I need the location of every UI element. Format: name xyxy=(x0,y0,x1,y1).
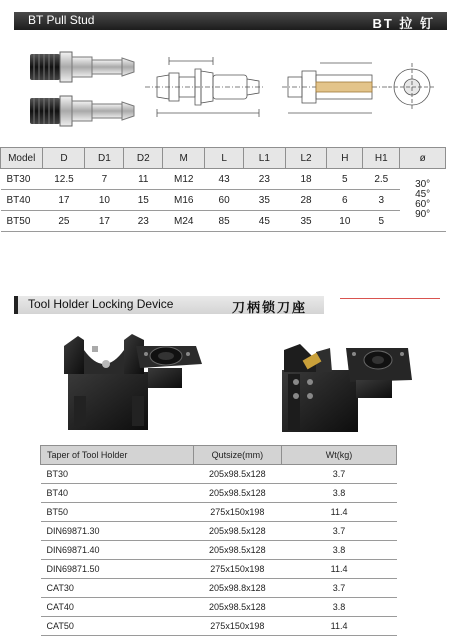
angle-value: 60° xyxy=(415,199,431,210)
cell: 3.7 xyxy=(282,579,397,598)
cell: 3.8 xyxy=(282,484,397,503)
col-header: H xyxy=(327,148,363,169)
cell: BT50 xyxy=(41,503,194,522)
cell: 10 xyxy=(327,211,363,232)
accent-line xyxy=(340,298,440,299)
cell: BT50 xyxy=(1,211,43,232)
cell: DIN69871.30 xyxy=(41,522,194,541)
section-title-cn: BT 拉 钉 xyxy=(372,16,435,31)
cell: 11.4 xyxy=(282,617,397,636)
spec-header-row xyxy=(1,148,446,169)
cell: DIN69871.50 xyxy=(41,560,194,579)
cell: 5 xyxy=(327,169,363,190)
angle-cell xyxy=(400,169,446,232)
locking-device-table xyxy=(40,445,397,636)
cell: 35 xyxy=(244,190,286,211)
cell: 5 xyxy=(363,211,400,232)
locking-device-photo-angled xyxy=(270,330,418,432)
cell: 17 xyxy=(43,190,85,211)
cell: CAT40 xyxy=(41,598,194,617)
cell: DIN69871.40 xyxy=(41,541,194,560)
col-header: D2 xyxy=(124,148,163,169)
cell: 205x98.5x128 xyxy=(193,541,281,560)
cell: 2.5 xyxy=(363,169,400,190)
table-row xyxy=(41,503,397,522)
cell: 205x98.5x128 xyxy=(193,465,281,484)
cell: M16 xyxy=(163,190,205,211)
cell: BT30 xyxy=(41,465,194,484)
cell: 205x98.5x128 xyxy=(193,484,281,503)
cell: 3.7 xyxy=(282,522,397,541)
header-accent-bar xyxy=(14,296,18,314)
cell: 17 xyxy=(85,211,124,232)
col-header: H1 xyxy=(363,148,400,169)
col-header: Taper of Tool Holder xyxy=(41,446,194,465)
cell: BT30 xyxy=(1,169,43,190)
pull-stud-section-drawing xyxy=(280,55,440,123)
cell: 3 xyxy=(363,190,400,211)
cell: 25 xyxy=(43,211,85,232)
cell: 11.4 xyxy=(282,503,397,522)
table-row xyxy=(41,484,397,503)
cell: 11 xyxy=(124,169,163,190)
cell: 205x98.8x128 xyxy=(193,579,281,598)
table-row xyxy=(41,579,397,598)
cell: CAT30 xyxy=(41,579,194,598)
cell: M12 xyxy=(163,169,205,190)
table-row xyxy=(41,617,397,636)
cell: 45 xyxy=(244,211,286,232)
cell: 15 xyxy=(124,190,163,211)
pull-stud-photo xyxy=(26,48,138,134)
cell: M24 xyxy=(163,211,205,232)
cell: 43 xyxy=(205,169,244,190)
cell: 6 xyxy=(327,190,363,211)
cell: 3.7 xyxy=(282,465,397,484)
cell: 3.8 xyxy=(282,598,397,617)
cell: 23 xyxy=(244,169,286,190)
table-row xyxy=(1,211,446,232)
cell: 35 xyxy=(285,211,327,232)
table-row xyxy=(41,560,397,579)
lock-header-row xyxy=(41,446,397,465)
col-header: Model xyxy=(1,148,43,169)
table-row xyxy=(41,522,397,541)
table-row xyxy=(1,169,446,190)
cell: 275x150x198 xyxy=(193,503,281,522)
cell: 12.5 xyxy=(43,169,85,190)
section-header-pull-stud xyxy=(14,12,447,30)
cell: 18 xyxy=(285,169,327,190)
table-row xyxy=(1,190,446,211)
cell: 7 xyxy=(85,169,124,190)
cell: 205x98.5x128 xyxy=(193,598,281,617)
cell: CAT50 xyxy=(41,617,194,636)
cell: BT40 xyxy=(1,190,43,211)
section-title-en: Tool Holder Locking Device xyxy=(28,297,174,311)
cell: 28 xyxy=(285,190,327,211)
cell: 275x150x198 xyxy=(193,560,281,579)
angle-value: 45° xyxy=(415,189,431,200)
locking-device-photo-front xyxy=(48,326,206,430)
col-header: Qutsize(mm) xyxy=(193,446,281,465)
cell: BT40 xyxy=(41,484,194,503)
table-row xyxy=(41,465,397,484)
pull-stud-spec-table xyxy=(0,147,446,232)
cell: 85 xyxy=(205,211,244,232)
section-header-locking-device xyxy=(14,296,324,314)
table-row xyxy=(41,598,397,617)
col-header: L xyxy=(205,148,244,169)
section-title-en: BT Pull Stud xyxy=(28,13,95,27)
angle-value: 30° xyxy=(415,179,431,190)
cell: 23 xyxy=(124,211,163,232)
table-row xyxy=(41,541,397,560)
section-title-cn: 刀柄锁刀座 xyxy=(232,300,308,315)
angle-value: 90° xyxy=(415,209,431,220)
col-header: M xyxy=(163,148,205,169)
col-header: L2 xyxy=(285,148,327,169)
cell: 60 xyxy=(205,190,244,211)
pull-stud-drawing xyxy=(143,55,269,123)
cell: 10 xyxy=(85,190,124,211)
cell: 11.4 xyxy=(282,560,397,579)
col-header: D xyxy=(43,148,85,169)
col-header: L1 xyxy=(244,148,286,169)
cell: 205x98.5x128 xyxy=(193,522,281,541)
col-header: ø xyxy=(400,148,446,169)
col-header: Wt(kg) xyxy=(282,446,397,465)
col-header: D1 xyxy=(85,148,124,169)
cell: 3.8 xyxy=(282,541,397,560)
cell: 275x150x198 xyxy=(193,617,281,636)
